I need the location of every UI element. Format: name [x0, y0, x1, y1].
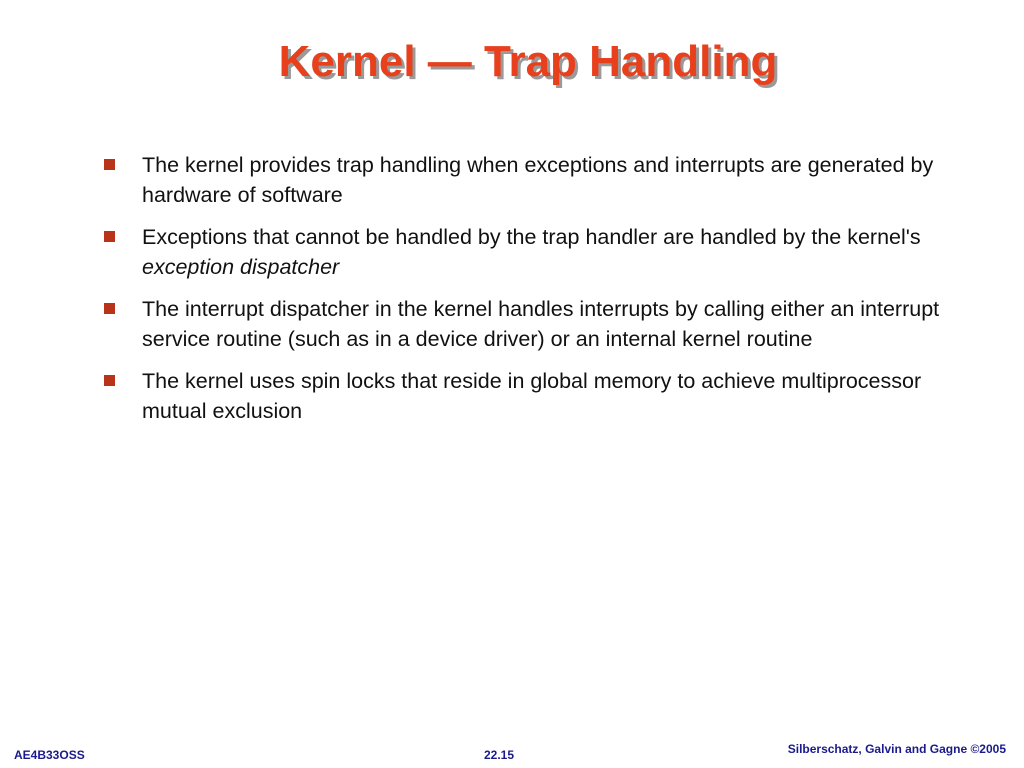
bullet-text: The kernel provides trap handling when exceptions and interrupts are generated by hardware of software — [142, 153, 934, 207]
bullet-list — [104, 150, 974, 438]
footer-slide-number: 22.15 — [484, 748, 515, 762]
bullet-text: The kernel uses spin locks that reside in global memory to achieve multiprocessor mutual exclusion — [142, 369, 922, 423]
bullet-text: The interrupt dispatcher in the kernel handles interrupts by calling either an interrupt service routine (such as in a device driver) or an internal kernel routine — [142, 297, 940, 351]
bullet-item — [104, 294, 974, 354]
bullet-item — [104, 222, 974, 282]
bullet-text: Exceptions that cannot be handled by the trap handler are handled by the kernel's — [142, 225, 921, 249]
bullet-emphasis: exception dispatcher — [142, 255, 340, 279]
square-bullet-icon — [104, 303, 115, 314]
square-bullet-icon — [104, 231, 115, 242]
bullet-item — [104, 366, 974, 426]
footer-course-code: AE4B33OSS — [14, 748, 85, 762]
slide-title: Kernel — Trap Handling — [278, 37, 778, 86]
square-bullet-icon — [104, 375, 115, 386]
square-bullet-icon — [104, 159, 115, 170]
footer-copyright: Silberschatz, Galvin and Gagne ©2005 — [787, 742, 1006, 756]
bullet-item — [104, 150, 974, 210]
